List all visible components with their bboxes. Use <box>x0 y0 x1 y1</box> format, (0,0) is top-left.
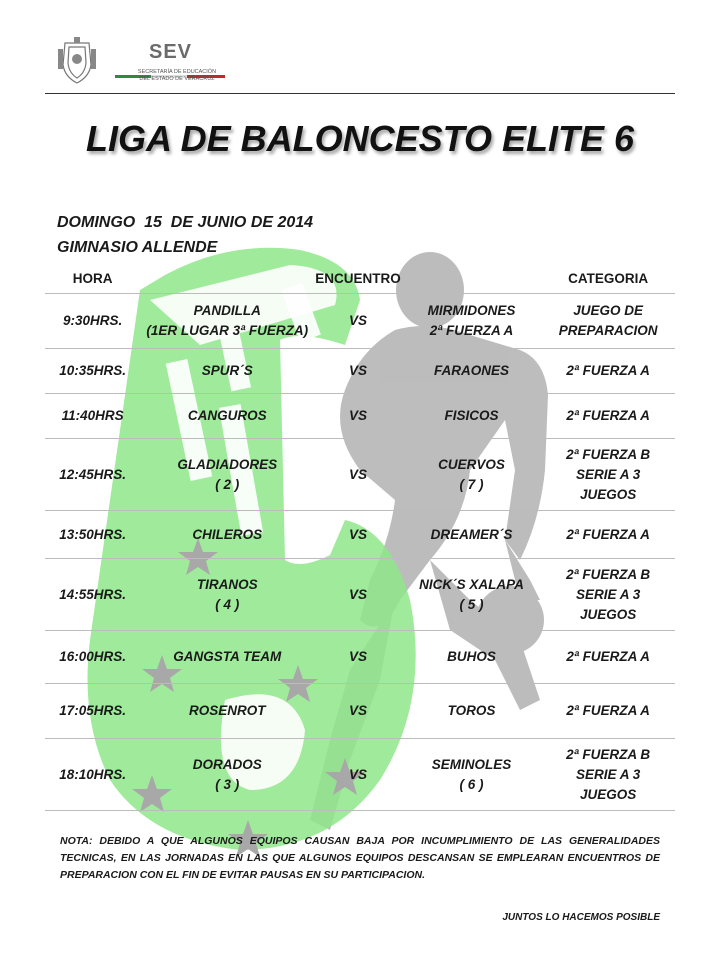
match-time: 12:45HRS. <box>59 466 127 482</box>
column-header-encuentro: ENCUENTRO <box>315 270 401 286</box>
table-row <box>45 394 675 439</box>
away-team: NICK´S XALAPA ( 5 ) <box>419 576 524 612</box>
match-category: 2ª FUERZA A <box>566 649 650 664</box>
versus-label: VS <box>348 649 367 664</box>
table-row <box>45 739 675 811</box>
footnote: NOTA: DEBIDO A QUE ALGUNOS EQUIPOS CAUSAN BAJA POR INCUMPLIMIENTO DE LAS GENERALIDADES TECNICAS, EN LAS JORNADAS EN LAS QUE ALGUNOS EQUIPOS DESCANSAN SE EMPLEARAN ENCUENTROS DE PREPARACION CON EL FIN DE EVITAR PAUSAS EN SU PARTICIPACION. <box>60 835 660 881</box>
versus-label: VS <box>348 586 367 602</box>
versus-label: VS <box>348 766 367 782</box>
match-category: 2ª FUERZA A <box>566 526 650 542</box>
state-seal-icon <box>55 35 99 85</box>
match-time: 18:10HRS. <box>59 766 127 782</box>
org-full-name: SECRETARÍA DE EDUCACIÓN DEL ESTADO DE VERACRUZ <box>137 69 217 82</box>
header-divider <box>45 93 675 94</box>
match-time: 16:00HRS. <box>59 649 127 664</box>
page-title: LIGA DE BALONCESTO ELITE 6 <box>85 118 635 159</box>
away-team: BUHOS <box>447 649 496 664</box>
home-team: PANDILLA (1ER LUGAR 3ª FUERZA) <box>146 303 309 338</box>
match-category: 2ª FUERZA B SERIE A 3 JUEGOS <box>566 446 651 502</box>
home-team: TIRANOS ( 4 ) <box>196 576 258 612</box>
away-team: DREAMER´S <box>430 526 513 542</box>
event-venue: GIMNASIO ALLENDE <box>57 239 218 256</box>
table-header-row <box>45 263 675 294</box>
away-team: FISICOS <box>444 408 499 423</box>
away-team: FARAONES <box>433 363 509 378</box>
home-team: GANGSTA TEAM <box>173 649 282 664</box>
match-category: 2ª FUERZA A <box>566 363 650 378</box>
table-row <box>45 559 675 631</box>
match-time: 11:40HRS <box>61 408 124 423</box>
home-team: SPUR´S <box>201 363 253 378</box>
match-time: 13:50HRS. <box>59 526 127 542</box>
home-team: CHILEROS <box>192 526 263 542</box>
table-bottom-rule <box>45 811 675 812</box>
match-time: 14:55HRS. <box>59 586 127 602</box>
match-time: 9:30HRS. <box>63 313 123 328</box>
home-team: ROSENROT <box>189 703 266 718</box>
away-team: CUERVOS ( 7 ) <box>438 456 505 492</box>
home-team: GLADIADORES ( 2 ) <box>177 456 278 492</box>
match-time: 10:35HRS. <box>59 363 127 378</box>
home-team: DORADOS ( 3 ) <box>192 756 262 792</box>
table-row <box>45 294 675 349</box>
table-row <box>45 631 675 684</box>
versus-label: VS <box>348 526 367 542</box>
match-category: JUEGO DE PREPARACION <box>558 303 658 338</box>
versus-label: VS <box>348 313 367 328</box>
match-category: 2ª FUERZA B SERIE A 3 JUEGOS <box>566 746 651 802</box>
schedule-body <box>45 294 675 812</box>
event-date: DOMINGO 15 DE JUNIO DE 2014 <box>57 214 314 231</box>
versus-label: VS <box>348 703 367 718</box>
table-row <box>45 684 675 739</box>
match-time: 17:05HRS. <box>59 703 127 718</box>
away-team: SEMINOLES ( 6 ) <box>431 756 512 792</box>
match-category: 2ª FUERZA B SERIE A 3 JUEGOS <box>566 566 651 622</box>
versus-label: VS <box>348 408 367 423</box>
slogan: JUNTOS LO HACEMOS POSIBLE <box>502 912 660 923</box>
away-team: TOROS <box>447 703 496 718</box>
column-header-categoria: CATEGORIA <box>568 270 649 286</box>
away-team: MIRMIDONES 2ª FUERZA A <box>427 303 516 338</box>
flag-stripe <box>115 65 225 68</box>
sev-logo <box>55 35 245 85</box>
versus-label: VS <box>348 466 367 482</box>
table-row <box>45 439 675 511</box>
schedule-table <box>45 263 675 812</box>
match-category: 2ª FUERZA A <box>566 408 650 423</box>
table-row <box>45 511 675 559</box>
event-info <box>57 210 313 260</box>
home-team: CANGUROS <box>187 408 267 423</box>
org-short-name: SEV <box>149 41 193 63</box>
versus-label: VS <box>348 363 367 378</box>
match-category: 2ª FUERZA A <box>566 703 650 718</box>
table-row <box>45 349 675 394</box>
column-header-hora: HORA <box>72 270 113 286</box>
